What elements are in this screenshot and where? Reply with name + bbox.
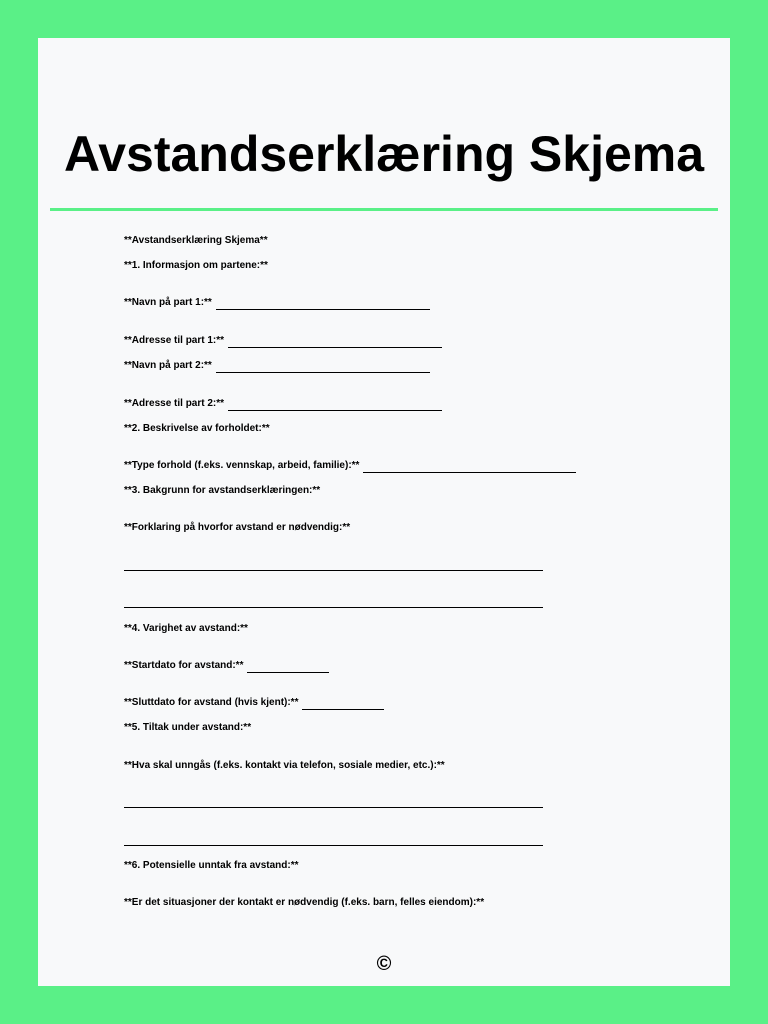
section-heading-parties: **1. Informasjon om partene:**: [124, 260, 268, 271]
title-divider: [50, 208, 718, 211]
copyright-icon: ©: [376, 953, 392, 975]
section-heading-measures: **5. Tiltak under avstand:**: [124, 722, 252, 733]
field-end-date: **Sluttdato for avstand (hvis kjent):**: [124, 696, 384, 710]
section-heading-background: **3. Bakgrunn for avstandserklæringen:**: [124, 485, 321, 496]
avoid-blank-line-1[interactable]: [124, 807, 543, 808]
field-exception-situations: **Er det situasjoner der kontakt er nødvendig (f.eks. barn, felles eiendom):**: [124, 897, 485, 908]
form-heading: **Avstandserklæring Skjema**: [124, 235, 268, 246]
field-start-date: **Startdato for avstand:**: [124, 659, 329, 673]
section-heading-exceptions: **6. Potensielle unntak fra avstand:**: [124, 860, 299, 871]
relationship-type-blank[interactable]: [363, 461, 576, 473]
explanation-blank-line-1[interactable]: [124, 570, 543, 571]
section-heading-relationship: **2. Beskrivelse av forholdet:**: [124, 423, 270, 434]
party2-address-blank[interactable]: [228, 399, 442, 411]
field-avoid: **Hva skal unngås (f.eks. kontakt via telefon, sosiale medier, etc.):**: [124, 760, 445, 771]
party1-address-blank[interactable]: [228, 336, 442, 348]
party1-name-blank[interactable]: [216, 298, 430, 310]
field-relationship-type: **Type forhold (f.eks. vennskap, arbeid, familie):**: [124, 459, 576, 473]
field-party1-address: **Adresse til part 1:**: [124, 334, 442, 348]
start-date-blank[interactable]: [247, 661, 329, 673]
field-party2-address: **Adresse til part 2:**: [124, 397, 442, 411]
page-title: Avstandserklæring Skjema: [63, 126, 705, 182]
field-party1-name: **Navn på part 1:**: [124, 296, 430, 310]
party2-name-blank[interactable]: [216, 361, 430, 373]
field-explanation: **Forklaring på hvorfor avstand er nødvendig:**: [124, 522, 351, 533]
field-party2-name: **Navn på part 2:**: [124, 359, 430, 373]
section-heading-duration: **4. Varighet av avstand:**: [124, 623, 248, 634]
avoid-blank-line-2[interactable]: [124, 845, 543, 846]
explanation-blank-line-2[interactable]: [124, 607, 543, 608]
end-date-blank[interactable]: [302, 698, 384, 710]
